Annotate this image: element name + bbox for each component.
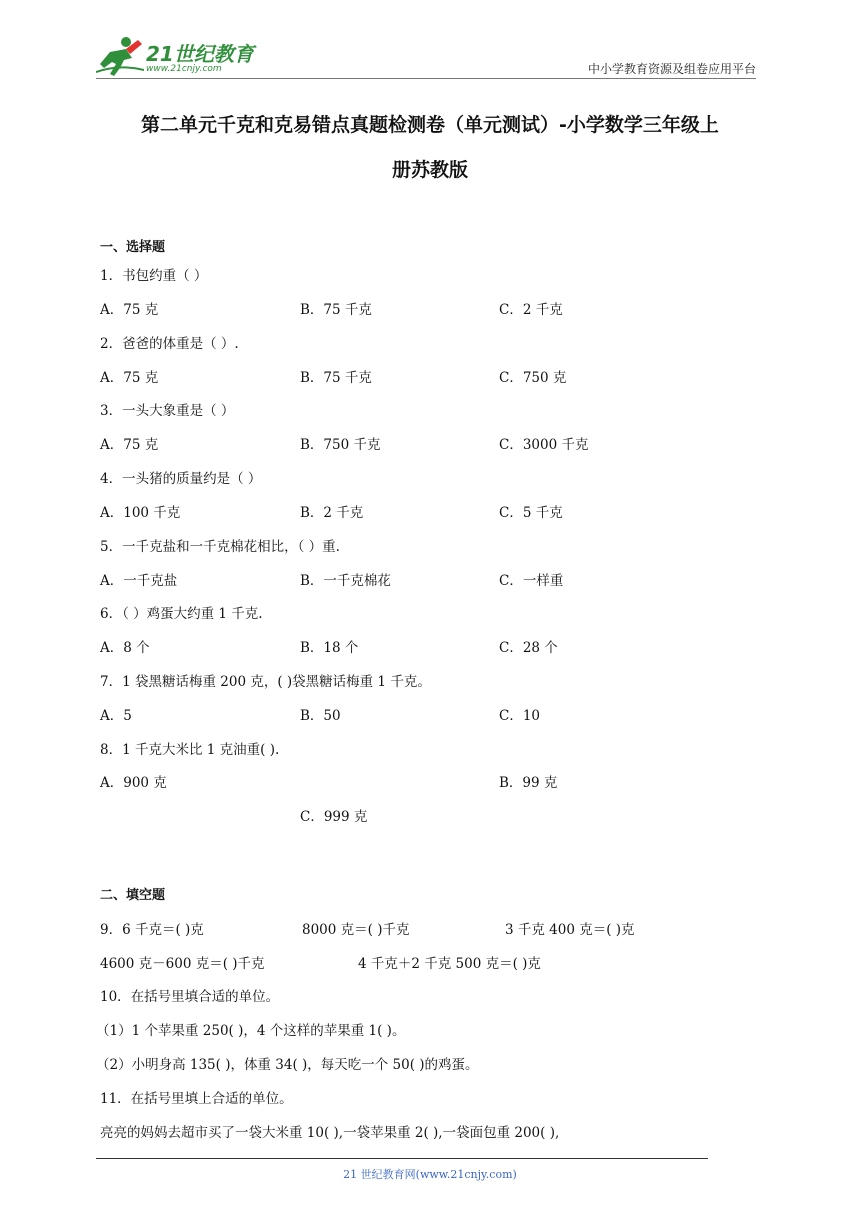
option-a: A．75 克 <box>100 370 159 386</box>
q9-part-2: 8000 克＝( )千克 <box>302 922 410 938</box>
question-stem: 7．1 袋黑糖话梅重 200 克，( )袋黑糖话梅重 1 千克。 <box>100 674 431 690</box>
q9-part-5: 4 千克＋2 千克 500 克＝( )克 <box>358 956 541 972</box>
question-stem: 3．一头大象重是（ ） <box>100 403 235 419</box>
site-logo <box>96 34 266 78</box>
option-b: B．50 <box>300 708 341 724</box>
section-heading-choice: 一、选择题 <box>100 240 166 255</box>
question-stem: 2．爸爸的体重是（ ）. <box>100 336 239 352</box>
option-b: B．99 克 <box>499 775 558 791</box>
page-title-line-1: 第二单元千克和克易错点真题检测卷（单元测试）-小学数学三年级上 <box>141 114 719 136</box>
option-c: C．28 个 <box>499 640 558 656</box>
q10-sub-2: （2）小明身高 135( )，体重 34( )，每天吃一个 50( )的鸡蛋。 <box>96 1057 479 1073</box>
q9-part-4: 4600 克－600 克＝( )千克 <box>100 956 265 972</box>
question-stem: 5．一千克盐和一千克棉花相比，（ ）重. <box>100 539 340 555</box>
question-stem: 6．（ ）鸡蛋大约重 1 千克. <box>100 606 263 622</box>
platform-label: 中小学教育资源及组卷应用平台 <box>587 62 756 76</box>
option-c: C．5 千克 <box>499 505 563 521</box>
option-c: C．一样重 <box>499 573 564 589</box>
question-stem: 11．在括号里填上合适的单位。 <box>100 1091 293 1107</box>
option-b: B．75 千克 <box>300 302 372 318</box>
logo-url: www.21cnjy.com <box>146 64 222 74</box>
runner-logo-icon <box>96 34 144 78</box>
option-b: B．18 个 <box>300 640 359 656</box>
question-stem: 4．一头猪的质量约是（ ） <box>100 471 262 487</box>
option-b: B．75 千克 <box>300 370 372 386</box>
option-c: C．999 克 <box>300 809 368 825</box>
option-a: A．75 克 <box>100 437 159 453</box>
q11-text: 亮亮的妈妈去超市买了一袋大米重 10( ),一袋苹果重 2( ),一袋面包重 200( ), <box>100 1125 560 1141</box>
option-b: B．一千克棉花 <box>300 573 391 589</box>
q10-sub-1: （1）1 个苹果重 250( )，4 个这样的苹果重 1( )。 <box>96 1023 406 1039</box>
logo-text: 21世纪教育 <box>146 42 254 66</box>
header-divider <box>96 78 756 79</box>
option-a: A．900 克 <box>100 775 167 791</box>
option-c: C．10 <box>499 708 541 724</box>
question-stem: 10．在括号里填合适的单位。 <box>100 989 280 1005</box>
section-heading-fill: 二、填空题 <box>100 888 166 903</box>
option-b: B．2 千克 <box>300 505 364 521</box>
page-title-line-2: 册苏教版 <box>391 159 468 181</box>
option-a: A．100 千克 <box>100 505 181 521</box>
question-stem: 8．1 千克大米比 1 克油重( ). <box>100 742 280 758</box>
question-stem: 1．书包约重（ ） <box>100 268 208 284</box>
option-b: B．750 千克 <box>300 437 381 453</box>
option-a: A．一千克盐 <box>100 573 178 589</box>
footer-divider <box>96 1158 708 1159</box>
footer-text: 21 世纪教育网(www.21cnjy.com) <box>343 1168 517 1181</box>
option-c: C．3000 千克 <box>499 437 589 453</box>
option-a: A．75 克 <box>100 302 159 318</box>
q9-part-3: 3 千克 400 克＝( )克 <box>505 922 635 938</box>
q9-part-1: 9．6 千克＝( )克 <box>100 922 204 938</box>
option-a: A．8 个 <box>100 640 150 656</box>
option-c: C．2 千克 <box>499 302 563 318</box>
option-c: C．750 克 <box>499 370 567 386</box>
option-a: A．5 <box>100 708 132 724</box>
